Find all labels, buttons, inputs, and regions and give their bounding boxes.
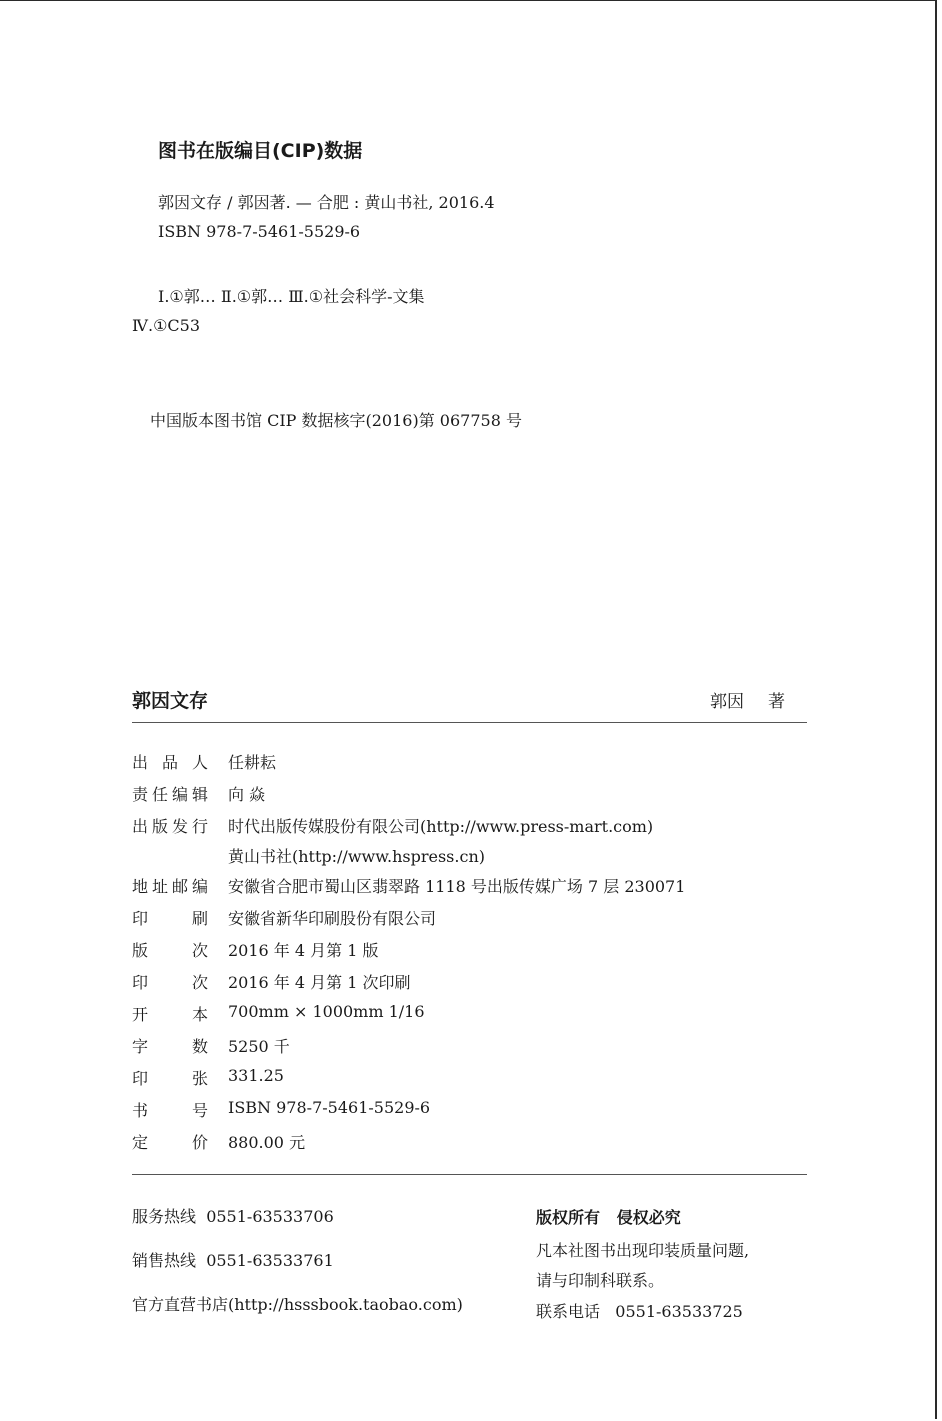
cip-classification-code: Ⅳ.①C53	[132, 316, 201, 335]
detail-value: 2016 年 4 月第 1 次印刷	[228, 973, 411, 992]
detail-value: 5250 千	[228, 1037, 290, 1056]
sales-hotline-number: 0551-63533761	[206, 1251, 334, 1270]
author-role: 著	[768, 692, 785, 712]
cip-isbn: ISBN 978-7-5461-5529-6	[158, 222, 361, 241]
detail-value: 880.00 元	[228, 1133, 306, 1152]
cip-bibliographic-line: 郭因文存 / 郭因著. — 合肥 : 黄山书社, 2016.4	[158, 193, 495, 212]
cip-classification: Ⅰ.①郭… Ⅱ.①郭… Ⅲ.①社会科学-文集	[158, 287, 425, 306]
detail-label: 书 号	[132, 1101, 208, 1120]
detail-label: 版 次	[132, 941, 208, 960]
copyright-notice	[536, 1205, 681, 1228]
contact-phone-label: 联系电话	[536, 1302, 601, 1321]
detail-value: 331.25	[228, 1066, 284, 1085]
detail-label: 出 品 人	[132, 753, 208, 772]
detail-value: ISBN 978-7-5461-5529-6	[228, 1098, 431, 1117]
detail-value: 时代出版传媒股份有限公司(http://www.press-mart.com)	[228, 817, 654, 836]
detail-label: 印 刷	[132, 909, 208, 928]
detail-label: 印 张	[132, 1069, 208, 1088]
service-hotline	[132, 1204, 334, 1227]
detail-label: 开 本	[132, 1005, 208, 1024]
detail-value: 向 焱	[228, 785, 266, 804]
detail-label: 印 次	[132, 973, 208, 992]
detail-label: 字 数	[132, 1037, 208, 1056]
quality-notice-line2: 请与印制科联系。	[536, 1271, 665, 1290]
detail-label: 定 价	[132, 1133, 208, 1152]
quality-notice-line1: 凡本社图书出现印装质量问题,	[536, 1241, 750, 1260]
contact-phone	[536, 1299, 743, 1322]
title-divider	[132, 722, 807, 723]
copyright-infringement: 侵权必究	[616, 1208, 681, 1227]
detail-label: 地 址 邮 编	[132, 877, 208, 896]
detail-value: 安徽省合肥市蜀山区翡翠路 1118 号出版传媒广场 7 层 230071	[228, 877, 686, 896]
book-author	[710, 687, 785, 712]
author-name: 郭因	[710, 692, 744, 712]
detail-label: 责 任 编 辑	[132, 785, 208, 804]
detail-value: 700mm × 1000mm 1/16	[228, 1002, 425, 1021]
copyright-reserved: 版权所有	[536, 1208, 601, 1227]
details-divider	[132, 1174, 807, 1175]
sales-hotline	[132, 1248, 334, 1271]
detail-label: 出 版 发 行	[132, 817, 208, 836]
detail-value: 任耕耘	[228, 753, 277, 772]
cip-verification-number: 中国版本图书馆 CIP 数据核字(2016)第 067758 号	[150, 411, 522, 430]
service-hotline-label: 服务热线	[132, 1207, 197, 1226]
contact-phone-number: 0551-63533725	[615, 1302, 743, 1321]
detail-value: 2016 年 4 月第 1 版	[228, 941, 379, 960]
cip-heading: 图书在版编目(CIP)数据	[158, 140, 363, 162]
sales-hotline-label: 销售热线	[132, 1251, 197, 1270]
book-title: 郭因文存	[132, 690, 209, 712]
detail-value: 安徽省新华印刷股份有限公司	[228, 909, 437, 928]
official-store: 官方直营书店(http://hsssbook.taobao.com)	[132, 1295, 463, 1314]
detail-value: 黄山书社(http://www.hspress.cn)	[228, 847, 485, 866]
service-hotline-number: 0551-63533706	[206, 1207, 334, 1226]
